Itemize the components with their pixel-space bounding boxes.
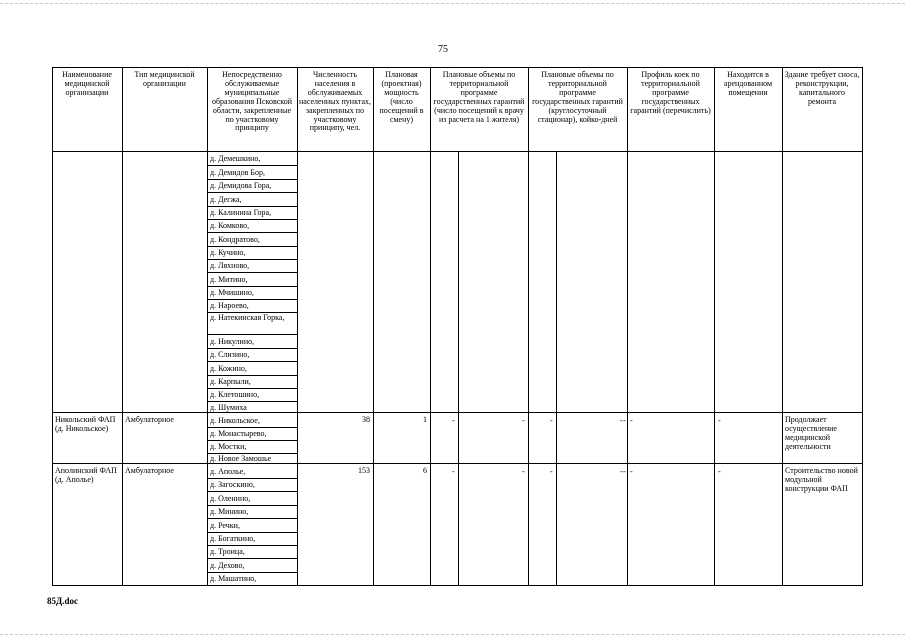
- scan-bottom-edge: [0, 634, 905, 635]
- org-name: Никольский ФАП (д. Никольское): [55, 415, 116, 433]
- village: д. Демешкино,: [210, 154, 261, 163]
- row-line: [52, 412, 863, 413]
- page-number: 75: [438, 44, 448, 55]
- header-name: Наименование медицинской организации: [62, 70, 112, 97]
- village: д. Демидов Бор,: [210, 168, 265, 177]
- village: д. Клетошино,: [210, 390, 260, 399]
- col-line: [627, 67, 628, 585]
- capacity-value: 1: [423, 415, 427, 424]
- dash: -: [623, 416, 626, 425]
- village: д. Кучино,: [210, 248, 246, 257]
- village: д. Кожино,: [210, 364, 247, 373]
- village: д. Натекинская Горка,: [210, 313, 285, 322]
- village: д. Речки,: [210, 521, 240, 530]
- header-capacity: Плановая (проектная) мощность (число посещений в смену): [379, 70, 424, 124]
- org-type: Амбулаторное: [125, 466, 174, 475]
- dash: -: [550, 467, 553, 476]
- subcol-line: [556, 151, 557, 585]
- village: д. Нароево,: [210, 301, 249, 310]
- village: д. Никольское,: [210, 416, 260, 425]
- col-line: [122, 67, 123, 585]
- col-line: [52, 67, 53, 585]
- scan-top-edge: [0, 3, 905, 4]
- subcol-line: [458, 151, 459, 585]
- dash: -: [452, 416, 455, 425]
- org-type: Амбулаторное: [125, 415, 174, 424]
- dash: -: [630, 467, 633, 476]
- org-name: Аполинский ФАП (д. Аполье): [55, 466, 117, 484]
- row-line: [52, 151, 863, 152]
- dash: -: [623, 467, 626, 476]
- row-line: [52, 67, 863, 68]
- village: д. Митино,: [210, 275, 248, 284]
- col-line: [862, 67, 863, 585]
- header-type: Тип медицинской организации: [134, 70, 195, 88]
- village: д. Комково,: [210, 221, 250, 230]
- header-rented: Находится в арендованном помещении: [723, 70, 773, 97]
- village: д. Мчишино,: [210, 288, 254, 297]
- village: д. Ляхново,: [210, 261, 250, 270]
- dash: -: [522, 416, 525, 425]
- building-status: Продолжает осуществление медицинской деятельности: [785, 415, 837, 451]
- population-value: 38: [362, 415, 370, 424]
- row-line: [52, 585, 863, 586]
- dash: -: [522, 467, 525, 476]
- col-line: [373, 67, 374, 585]
- footer-filename: 85Д.doc: [47, 596, 78, 606]
- header-villages: Непосредственно обслуживаемые муниципальные образования Псковской области, закрепленные по участковому принципу: [211, 70, 293, 133]
- dash: -: [630, 416, 633, 425]
- col-line: [297, 67, 298, 585]
- village: д. Оленино,: [210, 494, 251, 503]
- header-bed-profile: Профиль коек по территориальной программе государственных гарантий (перечислить): [630, 70, 711, 115]
- dash: -: [620, 467, 623, 476]
- village: д. Монастырево,: [210, 429, 267, 438]
- village: д. Загоскино,: [210, 480, 255, 489]
- village: д. Машатино,: [210, 574, 257, 583]
- village: д. Кондратово,: [210, 235, 260, 244]
- dash: -: [718, 416, 721, 425]
- village: д. Богаткино,: [210, 534, 256, 543]
- village: д. Троица,: [210, 547, 245, 556]
- dash: -: [620, 416, 623, 425]
- building-status: Строительство новой модульной конструкции ФАП: [785, 466, 858, 493]
- village: д. Карпыли,: [210, 377, 251, 386]
- row-line: [52, 463, 863, 464]
- header-bed-days: Плановые объемы по территориальной программе государственных гарантий (круглосуточный стационар), койко-дней: [532, 70, 623, 124]
- dash: -: [718, 467, 721, 476]
- village: д. Дехово,: [210, 561, 245, 570]
- village: д. Минино,: [210, 507, 249, 516]
- capacity-value: 6: [423, 466, 427, 475]
- village: д. Никулино,: [210, 337, 255, 346]
- header-visits: Плановые объемы по территориальной программе государственных гарантий (число посещений к врачу из расчета на 1 жителя): [433, 70, 525, 124]
- col-line: [782, 67, 783, 585]
- col-line: [714, 67, 715, 585]
- village: д. Слизино,: [210, 350, 250, 359]
- dash: -: [550, 416, 553, 425]
- village: д. Калинина Гора,: [210, 208, 272, 217]
- population-value: 153: [358, 466, 370, 475]
- col-line: [207, 67, 208, 585]
- village: д. Аполье,: [210, 467, 246, 476]
- village: д. Новое Замошье: [210, 454, 272, 463]
- header-population: Численность населения в обслуживаемых населенных пунктах, закрепленных по участковому принципу, чел.: [299, 70, 371, 133]
- village: д. Шумиха: [210, 403, 247, 412]
- village: д. Дегжа,: [210, 195, 242, 204]
- header-building: Здание требует сноса, реконструкции, капитального ремонта: [784, 70, 860, 106]
- col-line: [430, 67, 431, 585]
- dash: -: [452, 467, 455, 476]
- village: д. Мостки,: [210, 442, 247, 451]
- village: д. Демидова Гора,: [210, 181, 272, 190]
- col-line: [528, 67, 529, 585]
